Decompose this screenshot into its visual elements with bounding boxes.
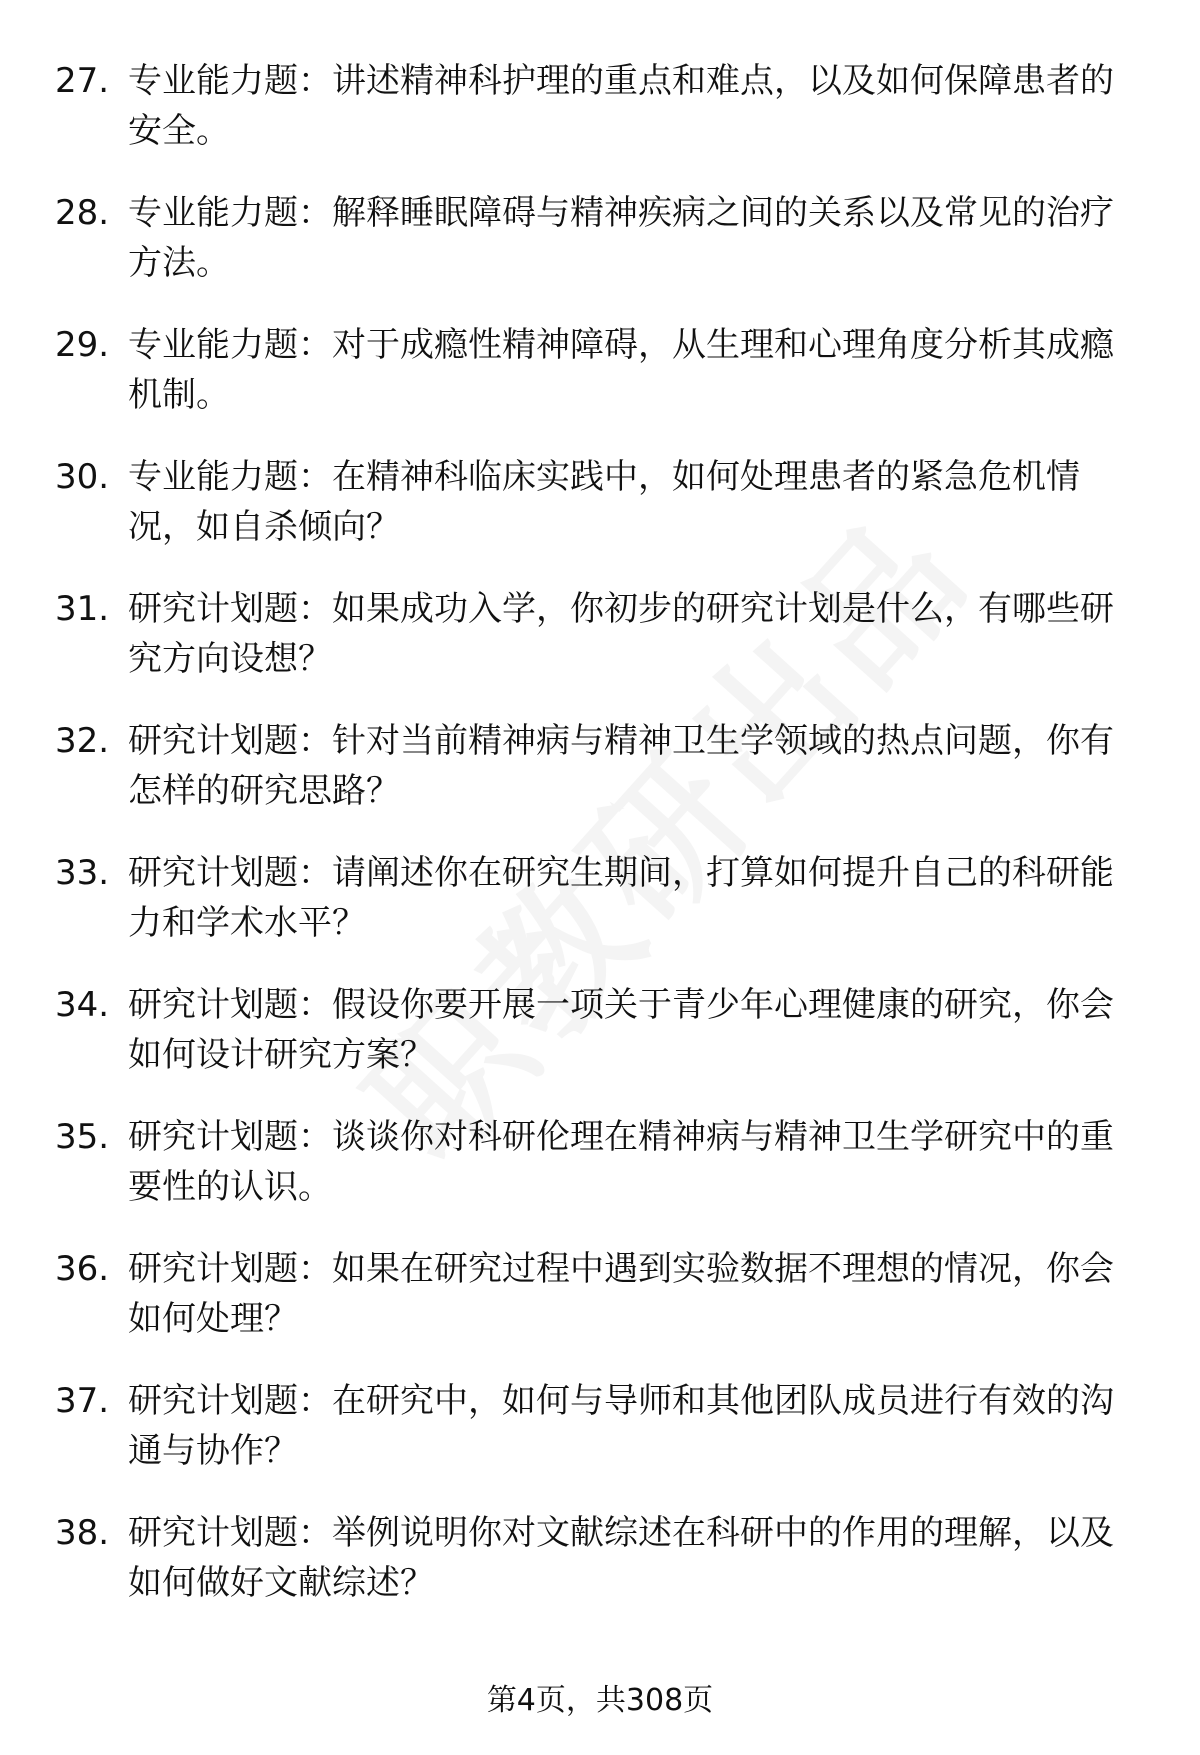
question-item: [0, 1376, 1200, 1508]
question-number: 35.: [55, 1117, 110, 1157]
question-text: 研究计划题：举例说明你对文献综述在科研中的作用的理解，以及如何做好文献综述？: [128, 1513, 1114, 1603]
question-text: 专业能力题：对于成瘾性精神障碍，从生理和心理角度分析其成瘾机制。: [128, 325, 1114, 415]
question-item: [0, 1508, 1200, 1640]
question-number: 28.: [55, 193, 110, 233]
question-list: [0, 56, 1200, 1640]
question-number: 29.: [55, 325, 110, 365]
question-item: [0, 1112, 1200, 1244]
question-text: 专业能力题：解释睡眠障碍与精神疾病之间的关系以及常见的治疗方法。: [128, 193, 1114, 283]
question-text: 研究计划题：如果在研究过程中遇到实验数据不理想的情况，你会如何处理？: [128, 1249, 1114, 1339]
question-number: 27.: [55, 61, 110, 101]
question-text: 研究计划题：针对当前精神病与精神卫生学领域的热点问题，你有怎样的研究思路？: [128, 721, 1114, 811]
question-number: 34.: [55, 985, 110, 1025]
question-number: 38.: [55, 1513, 110, 1553]
question-item: [0, 56, 1200, 188]
question-item: [0, 584, 1200, 716]
question-text: 研究计划题：请阐述你在研究生期间，打算如何提升自己的科研能力和学术水平？: [128, 853, 1114, 943]
question-item: [0, 452, 1200, 584]
question-item: [0, 1244, 1200, 1376]
question-item: [0, 320, 1200, 452]
question-text: 研究计划题：在研究中，如何与导师和其他团队成员进行有效的沟通与协作？: [128, 1381, 1114, 1471]
question-text: 研究计划题：假设你要开展一项关于青少年心理健康的研究，你会如何设计研究方案？: [128, 985, 1114, 1075]
question-number: 36.: [55, 1249, 110, 1289]
question-number: 30.: [55, 457, 110, 497]
question-number: 32.: [55, 721, 110, 761]
question-item: [0, 848, 1200, 980]
question-text: 研究计划题：谈谈你对科研伦理在精神病与精神卫生学研究中的重要性的认识。: [128, 1117, 1114, 1207]
question-number: 33.: [55, 853, 110, 893]
question-text: 研究计划题：如果成功入学，你初步的研究计划是什么，有哪些研究方向设想？: [128, 589, 1114, 679]
question-number: 37.: [55, 1381, 110, 1421]
question-number: 31.: [55, 589, 110, 629]
page-footer: 第4页，共308页: [486, 1683, 714, 1718]
question-item: [0, 716, 1200, 848]
question-item: [0, 188, 1200, 320]
question-text: 专业能力题：讲述精神科护理的重点和难点，以及如何保障患者的安全。: [128, 61, 1114, 151]
question-text: 专业能力题：在精神科临床实践中，如何处理患者的紧急危机情况，如自杀倾向？: [128, 457, 1080, 547]
question-item: [0, 980, 1200, 1112]
